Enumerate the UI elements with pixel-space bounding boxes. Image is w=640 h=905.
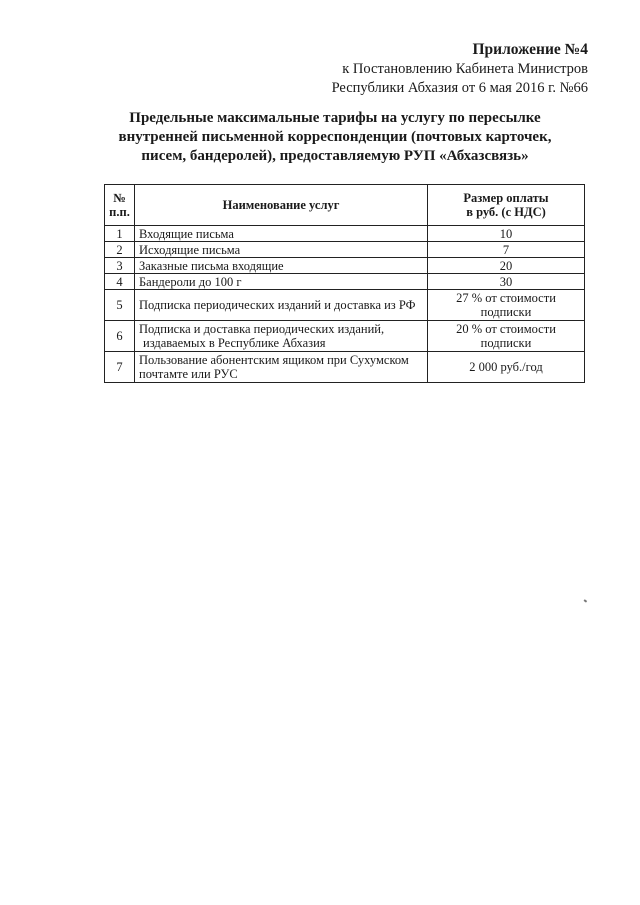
tariffs-table bbox=[104, 184, 585, 383]
service-name: Исходящие письма bbox=[135, 242, 428, 258]
resolution-reference-line1: к Постановлению Кабинета Министров bbox=[342, 61, 588, 77]
appendix-number: Приложение №4 bbox=[472, 41, 588, 58]
row-number: 6 bbox=[105, 321, 135, 352]
table-row bbox=[105, 226, 585, 242]
row-number: 7 bbox=[105, 352, 135, 383]
title-line-2: внутренней письменной корреспонденции (почтовых карточек, bbox=[118, 129, 552, 145]
header-service-name: Наименование услуг bbox=[135, 185, 428, 226]
appendix-header bbox=[332, 40, 588, 98]
scan-speck bbox=[584, 599, 587, 602]
service-name-line1: Пользование абонентским ящиком при Сухумском bbox=[139, 353, 409, 367]
service-name bbox=[135, 290, 428, 321]
title-line-1: Предельные максимальные тарифы на услугу по пересылке bbox=[129, 110, 541, 126]
document-title bbox=[100, 109, 570, 166]
header-price-line1: Размер оплаты bbox=[463, 191, 549, 205]
row-number: 2 bbox=[105, 242, 135, 258]
title-line-3: писем, бандеролей), предоставляемую РУП «Абхазсвязь» bbox=[141, 148, 529, 164]
header-number-line1: № bbox=[113, 191, 126, 205]
service-name-line2: почтамте или РУС bbox=[139, 367, 238, 381]
service-price-line2: подписки bbox=[480, 336, 532, 350]
table-row bbox=[105, 290, 585, 321]
row-number: 4 bbox=[105, 274, 135, 290]
header-price-line2: в руб. (с НДС) bbox=[466, 205, 546, 219]
row-number: 3 bbox=[105, 258, 135, 274]
table-row bbox=[105, 242, 585, 258]
row-number: 1 bbox=[105, 226, 135, 242]
table-header-row bbox=[105, 185, 585, 226]
service-name bbox=[135, 352, 428, 383]
service-price: 30 bbox=[428, 274, 585, 290]
table-row bbox=[105, 352, 585, 383]
service-price: 10 bbox=[428, 226, 585, 242]
service-name-line2: издаваемых в Республике Абхазия bbox=[143, 336, 326, 350]
row-number: 5 bbox=[105, 290, 135, 321]
service-name: Бандероли до 100 г bbox=[135, 274, 428, 290]
service-name-line1: Подписка периодических изданий и доставка из РФ bbox=[139, 298, 416, 312]
header-number bbox=[105, 185, 135, 226]
service-price-line2: подписки bbox=[480, 305, 532, 319]
service-name bbox=[135, 321, 428, 352]
table-row bbox=[105, 321, 585, 352]
header-number-line2: п.п. bbox=[109, 205, 130, 219]
service-price-line1: 20 % от стоимости bbox=[456, 322, 556, 336]
service-name: Входящие письма bbox=[135, 226, 428, 242]
table-row bbox=[105, 274, 585, 290]
service-price: 7 bbox=[428, 242, 585, 258]
service-price-line1: 27 % от стоимости bbox=[456, 291, 556, 305]
header-price bbox=[428, 185, 585, 226]
resolution-reference-line2: Республики Абхазия от 6 мая 2016 г. №66 bbox=[331, 80, 588, 96]
table-row bbox=[105, 258, 585, 274]
service-name: Заказные письма входящие bbox=[135, 258, 428, 274]
service-price: 2 000 руб./год bbox=[428, 352, 585, 383]
service-price bbox=[428, 321, 585, 352]
service-name-line1: Подписка и доставка периодических изданий, bbox=[139, 322, 385, 336]
service-price bbox=[428, 290, 585, 321]
service-price: 20 bbox=[428, 258, 585, 274]
